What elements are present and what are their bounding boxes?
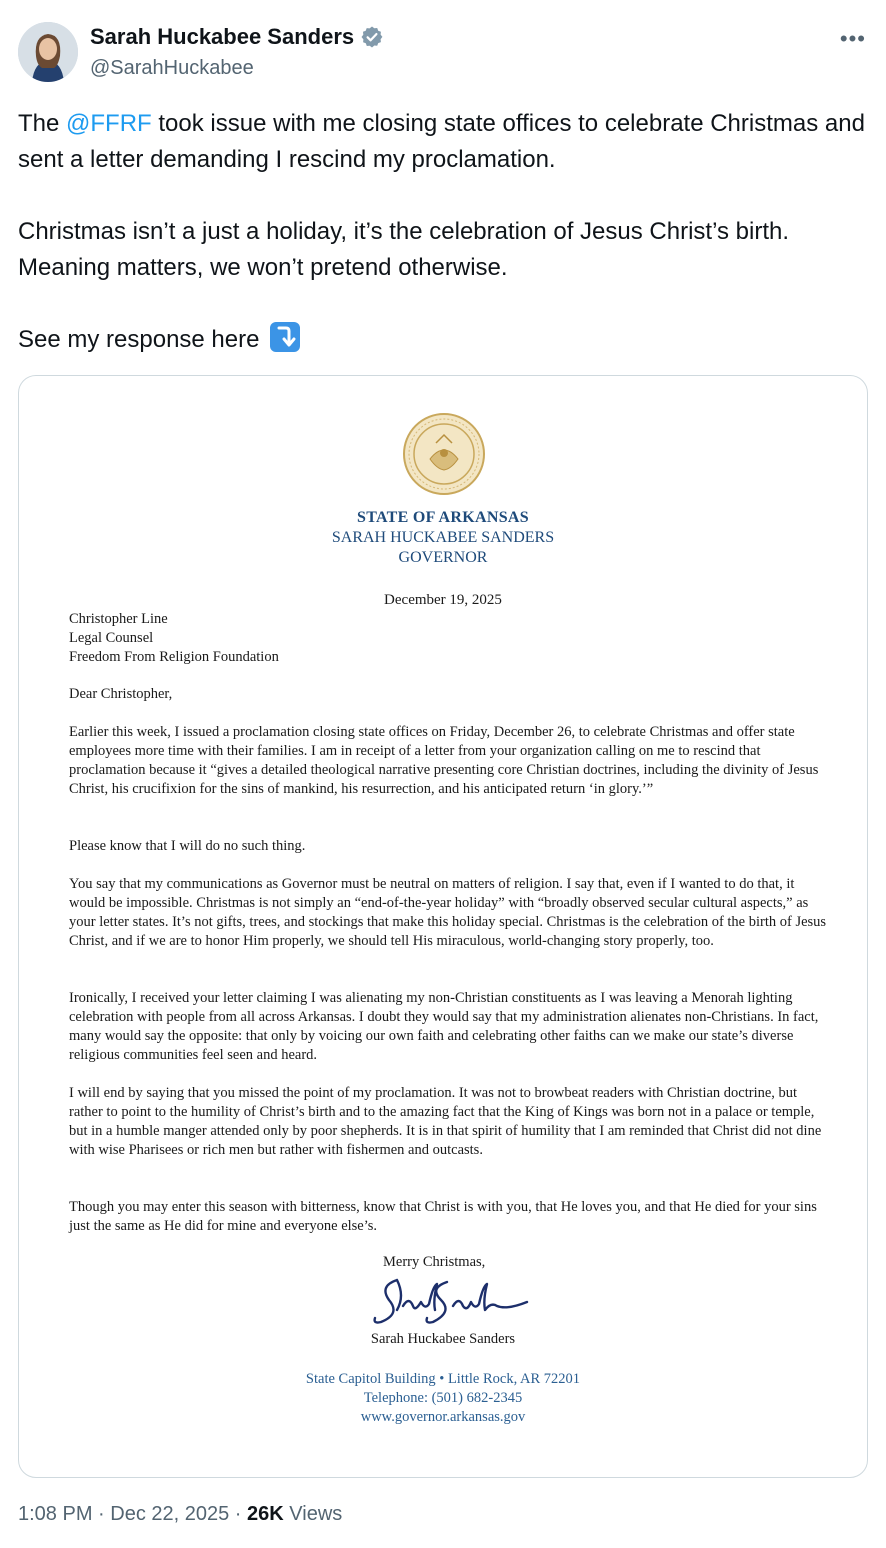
letter-closing: Merry Christmas, bbox=[383, 1254, 486, 1270]
letter-paragraph: You say that my communications as Governor must be neutral on matters of religion. I say that, even if I wanted to do that, it would be impossible. Christmas is not simply an “end-of-the-year holiday” with “broadly observed secular cultural aspects,” as your letter states. It’s not gifts, trees, and stockings that make this holiday special. Christmas is the celebration of the birth of Jesus Christ, and if we are to honor Him properly, we should tell His miraculous, world-changing story properly, too. bbox=[69, 876, 827, 949]
letterhead-governor-name: SARAH HUCKABEE SANDERS bbox=[331, 529, 555, 546]
state-seal-icon bbox=[403, 413, 485, 495]
more-options-icon[interactable]: ••• bbox=[839, 26, 866, 51]
tweet-text-segment: took issue with me closing state offices to celebrate Christmas and sent a letter demanding I rescind my proclamation. bbox=[18, 110, 865, 173]
letter-footer-website: www.governor.arkansas.gov bbox=[360, 1409, 526, 1425]
tweet-date[interactable]: Dec 22, 2025 bbox=[110, 1503, 230, 1525]
letter-footer-phone: Telephone: (501) 682-2345 bbox=[363, 1390, 523, 1406]
tweet-text bbox=[18, 106, 868, 358]
avatar[interactable] bbox=[18, 22, 78, 82]
recipient-line: Legal Counsel bbox=[69, 630, 154, 646]
tweet-paragraph-3 bbox=[18, 322, 868, 358]
meta-separator: · bbox=[92, 1503, 111, 1525]
arrow-down-emoji-icon bbox=[270, 322, 300, 352]
mention-link[interactable]: @FFRF bbox=[66, 110, 152, 137]
recipient-line: Christopher Line bbox=[69, 611, 168, 627]
letter-paragraph: Though you may enter this season with bitterness, know that Christ is with you, that He loves you, and that He died for your sins just the same as He did for mine and everyone else’s. bbox=[69, 1199, 817, 1234]
attached-image[interactable] bbox=[18, 375, 868, 1478]
author-name-row bbox=[90, 24, 384, 50]
letter-footer-address: State Capitol Building • Little Rock, AR 72201 bbox=[305, 1371, 581, 1387]
signatory-name: Sarah Huckabee Sanders bbox=[370, 1331, 516, 1347]
letterhead-governor-title: GOVERNOR bbox=[398, 549, 488, 566]
letter-paragraph: Please know that I will do no such thing. bbox=[69, 838, 306, 854]
letterhead-state: STATE OF ARKANSAS bbox=[357, 509, 529, 526]
meta-separator: · bbox=[229, 1503, 248, 1525]
letter-salutation: Dear Christopher, bbox=[69, 686, 173, 702]
author-handle[interactable]: @SarahHuckabee bbox=[90, 57, 254, 79]
letter-document bbox=[19, 376, 867, 1477]
letter-date: December 19, 2025 bbox=[384, 592, 502, 608]
tweet-meta bbox=[18, 1503, 342, 1526]
letter-paragraph: I will end by saying that you missed the point of my proclamation. It was not to browbeat readers with Christian doctrine, but rather to point to the humility of Christ’s birth and to the amazing fact that the King of Kings was born not in a palace or temple, but in a humble manger attended only by poor shepherds. It is in that spirit of humility that I am reminded that Christ did not dine with wise Pharisees or rich men but rather with fishermen and outcasts. bbox=[69, 1085, 822, 1158]
handwritten-signature-icon bbox=[367, 1266, 537, 1330]
verified-badge-icon[interactable] bbox=[360, 25, 384, 49]
tweet-paragraph-2: Christmas isn’t a just a holiday, it’s the celebration of Jesus Christ’s birth. Meaning matters, we won’t pretend otherwise. bbox=[18, 218, 789, 281]
tweet-text-segment: The bbox=[18, 110, 67, 137]
tweet-paragraph-1 bbox=[18, 106, 868, 178]
letter-paragraph: Ironically, I received your letter claiming I was alienating my non-Christian constituents as I was leaving a Menorah lighting celebration with people from all across Arkansas. I doubt they would say that my administration alienates non-Christians. In fact, many would say the opposite: that only by voicing our own faith and celebrating other faiths can we make our state’s diverse religious communities feel seen and heard. bbox=[69, 990, 819, 1063]
recipient-line: Freedom From Religion Foundation bbox=[69, 649, 279, 665]
tweet-time[interactable]: 1:08 PM bbox=[18, 1503, 93, 1525]
letter-paragraph: Earlier this week, I issued a proclamation closing state offices on Friday, December 26, to celebrate Christmas and offer state employees more time with their families. I am in receipt of a letter from your organization calling on me to rescind that proclamation because it “gives a detailed theological narrative presenting core Christian doctrines, including the divinity of Jesus Christ, his crucifixion for the sins of mankind, his resurrection, and his anticipated return ‘in glory.’” bbox=[69, 724, 819, 797]
author-display-name[interactable]: Sarah Huckabee Sanders bbox=[90, 24, 355, 49]
views-label: Views bbox=[289, 1503, 343, 1525]
tweet-text-segment: See my response here bbox=[18, 326, 260, 353]
avatar-photo bbox=[18, 22, 78, 82]
views-count: 26K bbox=[247, 1503, 284, 1525]
